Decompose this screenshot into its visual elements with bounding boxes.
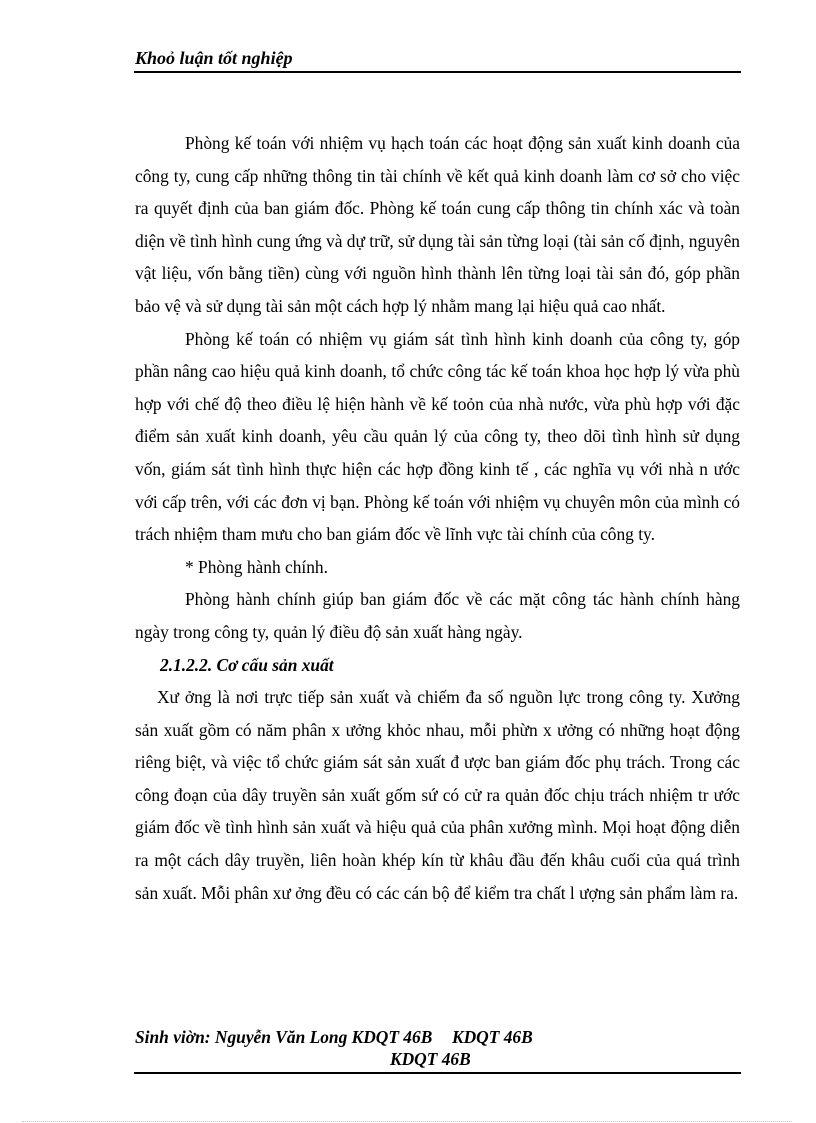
footer-overlapping-class: KDQT 46B bbox=[452, 1027, 533, 1047]
footer-student-line: Sinh viờn: Nguyễn Văn Long KDQT 46B bbox=[135, 1027, 433, 1047]
page-header-title: Khoỏ luận tốt nghiệp bbox=[135, 48, 293, 68]
footer-divider bbox=[134, 1072, 741, 1074]
paragraph-admin-role: Phòng hành chính giúp ban giám đốc về các mặt công tác hành chính hàng ngày trong công ty, quản lý điều độ sản xuất hàng ngày. bbox=[135, 589, 740, 642]
section-heading: 2.1.2.2. Cơ cấu sản xuất bbox=[160, 654, 334, 675]
header-divider bbox=[134, 71, 741, 73]
paragraph-production-structure: Xư ởng là nơi trực tiếp sản xuất và chiếm đa số nguồn lực trong công ty. Xưởng sản xuất gồm có năm phân x ưởng khỏc nhau, mỗi phừn x ưởng có những hoạt động riêng biệt, và việc tổ chức giám sát sản xuất đ ược ban giám đốc phụ trách. Trong các công đoạn của dây truyền sản xuất gốm sứ có cử ra quản đốc chịu trách nhiệm tr ước giám đốc về tình hình sản xuất và hiệu quả của phân xưởng mình. Mọi hoạt động diễn ra một cách dây truyền, liên hoàn khép kín từ khâu đầu đến khâu cuối của quá trình sản xuất. Mỗi phân xư ởng đều có các cán bộ để kiểm tra chất l ượng sản phẩm làm ra. bbox=[135, 687, 740, 903]
page-bottom-dotted-border bbox=[22, 1121, 792, 1122]
paragraph-accounting-supervision: Phòng kế toán có nhiệm vụ giám sát tình hình kinh doanh của công ty, góp phần nâng cao hiệu quả kinh doanh, tổ chức công tác kế toán khoa học hợp lý vừa phù hợp với chế độ theo điều lệ hiện hành về kế toỏn của nhà nước, vừa phù hợp với đặc điểm sản xuất kinh doanh, yêu cầu quản lý của công ty, theo dõi tình hình sử dụng vốn, giám sát tình hình thực hiện các hợp đồng kinh tế , các nghĩa vụ với nhà n ước với cấp trên, với các đơn vị bạn. Phòng kế toán với nhiệm vụ chuyên môn của mình có trách nhiệm tham mưu cho ban giám đốc về lĩnh vực tài chính của công ty. bbox=[135, 328, 740, 545]
document-body bbox=[135, 127, 740, 909]
paragraph-admin-heading: * Phòng hành chính. bbox=[185, 556, 328, 577]
footer-class-line: KDQT 46B bbox=[390, 1049, 471, 1069]
paragraph-accounting-role: Phòng kế toán với nhiệm vụ hạch toán các hoạt động sản xuất kinh doanh của công ty, cung cấp những thông tin tài chính về kết quả kinh doanh làm cơ sở cho việc ra quyết định của ban giám đốc. Phòng kế toán cung cấp thông tin chính xác và toàn diện về tình hình cung ứng và dự trữ, sử dụng tài sản từng loại (tài sản cố định, nguyên vật liệu, vốn bằng tiền) cùng với nguồn hình thành lên từng loại tài sản đó, góp phần bảo vệ và sử dụng tài sản một cách hợp lý nhằm mang lại hiệu quả cao nhất. bbox=[135, 133, 740, 316]
